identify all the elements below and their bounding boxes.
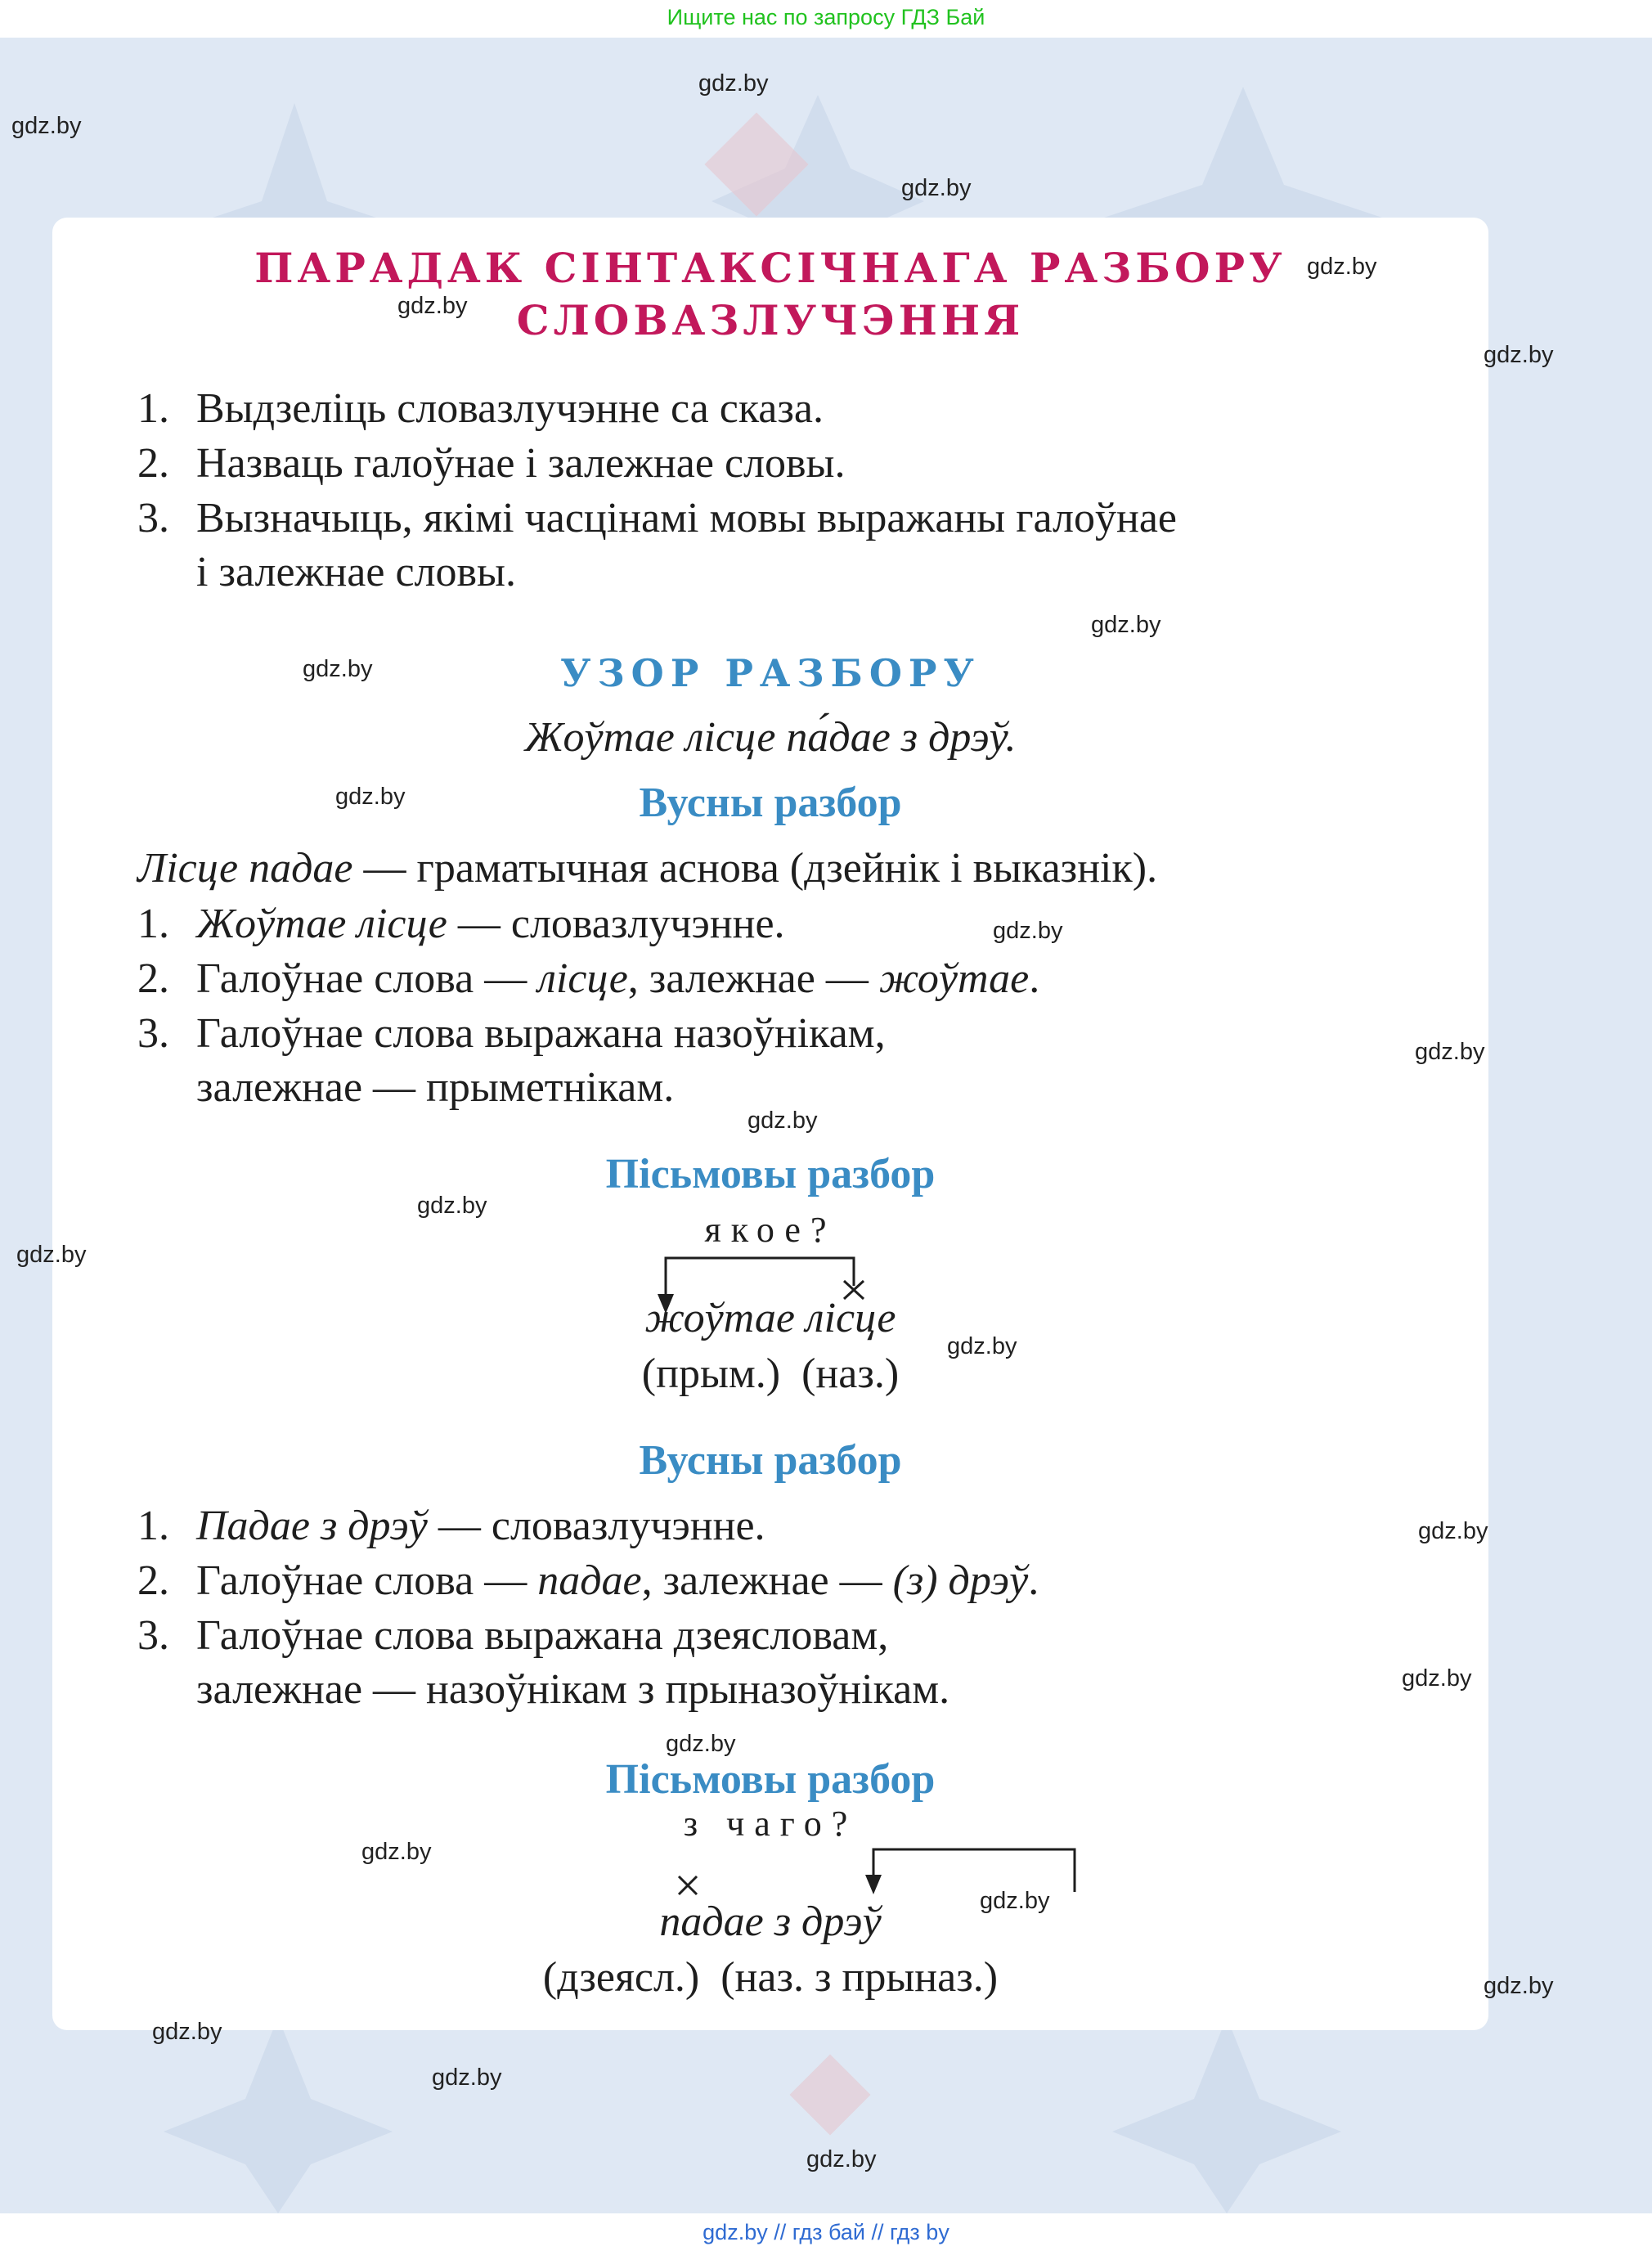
watermark: gdz.by <box>11 113 82 139</box>
parts-of-speech-2: (дзеясл.) (наз. з прыназ.) <box>542 1954 999 2001</box>
watermark: gdz.by <box>806 2146 877 2172</box>
link-separator: // <box>774 2220 787 2244</box>
oral2-line-3: 3. Галоўнае слова выражана дзеясловам, <box>137 1612 889 1659</box>
link-gdz-by-alt[interactable]: гдз by <box>890 2220 949 2244</box>
cross-mark-2 <box>679 1876 697 1894</box>
watermark: gdz.by <box>1307 254 1377 280</box>
watermark: gdz.by <box>698 70 769 97</box>
grammatical-basis-line: Лісце падае — граматычная аснова (дзейнік і выказнік). <box>137 845 1158 892</box>
watermark: gdz.by <box>947 1333 1017 1359</box>
example-sentence: Жоўтае лісце па́дае з дрэў. <box>524 714 1017 761</box>
page-title-line2: СЛОВАЗЛУЧЭННЯ <box>516 296 1025 344</box>
watermark: gdz.by <box>361 1839 432 1865</box>
watermark: gdz.by <box>1484 342 1554 368</box>
written-analysis-heading-2: Пісьмовы разбор <box>605 1756 936 1803</box>
oral2-line-2: 2. Галоўнае слова — падае, залежнае — (з) дрэў. <box>137 1557 1039 1604</box>
link-gdz-bai[interactable]: гдз бай <box>792 2220 865 2244</box>
watermark: gdz.by <box>1418 1518 1488 1544</box>
watermark: gdz.by <box>1415 1039 1485 1065</box>
top-banner[interactable]: Ищите нас по запросу ГДЗ Бай <box>0 0 1652 38</box>
oral1-line-2: 2. Галоўнае слова — лісце, залежнае — жоўтае. <box>137 955 1040 1002</box>
step-1: 1. Выдзеліць словазлучэнне са сказа. <box>137 385 824 432</box>
example-heading: УЗОР РАЗБОРУ <box>560 651 981 695</box>
step-3: 3. Вызначыць, якімі часцінамі мовы выражаны галоўнае <box>137 495 1177 541</box>
page-title: ПАРАДАК СІНТАКСІЧНАГА РАЗБОРУ <box>254 244 1286 292</box>
watermark: gdz.by <box>1484 1973 1554 1999</box>
watermark: gdz.by <box>303 656 373 682</box>
watermark: gdz.by <box>152 2019 222 2045</box>
watermark: gdz.by <box>1091 612 1161 638</box>
parts-of-speech-1: (прым.) (наз.) <box>641 1350 900 1397</box>
watermark: gdz.by <box>1402 1665 1472 1692</box>
phrase-1: жоўтае лісце <box>644 1295 896 1341</box>
step-2: 2. Назваць галоўнае і залежнае словы. <box>137 440 846 487</box>
oral1-line-1: 1. Жоўтае лісце — словазлучэнне. <box>137 901 785 947</box>
watermark: gdz.by <box>666 1731 736 1757</box>
link-separator: // <box>871 2220 884 2244</box>
watermark: gdz.by <box>993 918 1063 944</box>
watermark: gdz.by <box>335 784 406 810</box>
question-2: з чаго? <box>683 1804 858 1844</box>
arrow-head-2 <box>865 1875 882 1894</box>
bottom-links <box>0 2213 1652 2251</box>
arrow-line-2 <box>873 1849 1075 1892</box>
link-gdz-by[interactable]: gdz.by <box>703 2220 768 2244</box>
oral2-line-3-continuation: залежнае — назоўнікам з прыназоўнікам. <box>196 1666 950 1713</box>
question-1: якое? <box>704 1210 837 1250</box>
step-3-continuation: і залежнае словы. <box>196 549 516 595</box>
watermark: gdz.by <box>432 2065 502 2091</box>
watermark: gdz.by <box>16 1242 87 1268</box>
phrase-2: падае з дрэў <box>659 1898 882 1945</box>
watermark: gdz.by <box>901 175 972 201</box>
written-analysis-heading-1: Пісьмовы разбор <box>605 1151 936 1197</box>
watermark: gdz.by <box>747 1108 818 1134</box>
watermark: gdz.by <box>980 1888 1050 1914</box>
oral-analysis-heading-1: Вусны разбор <box>639 780 902 826</box>
watermark: gdz.by <box>417 1193 487 1219</box>
watermark: gdz.by <box>397 293 468 319</box>
oral-analysis-heading-2: Вусны разбор <box>639 1437 902 1484</box>
oral2-line-1: 1. Падае з дрэў — словазлучэнне. <box>137 1503 765 1549</box>
oral1-line-3: 3. Галоўнае слова выражана назоўнікам, <box>137 1010 886 1057</box>
oral1-line-3-continuation: залежнае — прыметнікам. <box>196 1064 675 1111</box>
